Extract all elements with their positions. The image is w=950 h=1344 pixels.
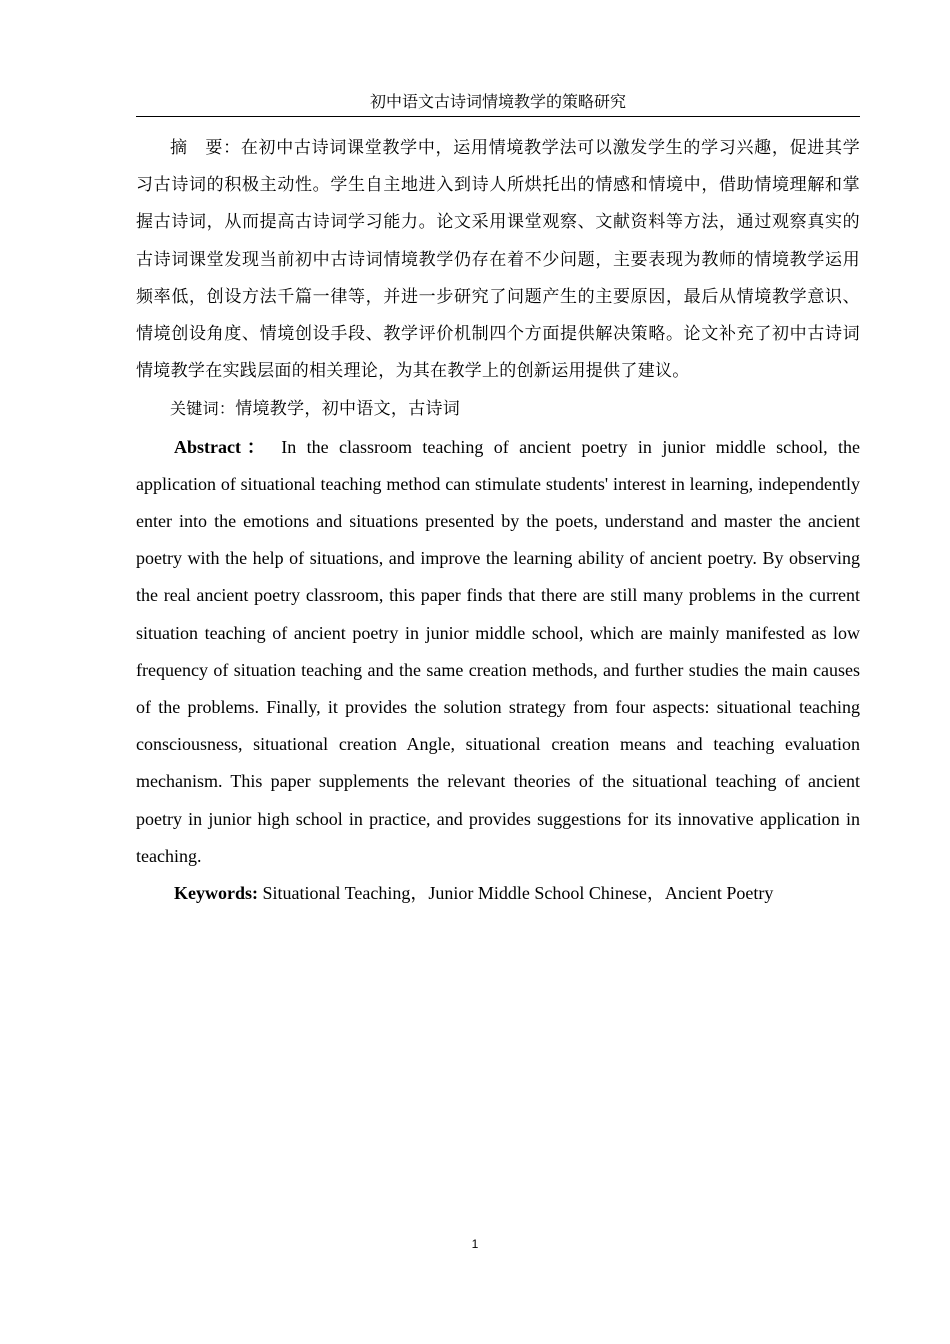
chinese-abstract-paragraph bbox=[136, 130, 860, 390]
chinese-abstract-text: 在初中古诗词课堂教学中，运用情境教学法可以激发学生的学习兴趣，促进其学习古诗词的积极主动性。学生自主地进入到诗人所烘托出的情感和情境中，借助情境理解和掌握古诗词，从而提高古诗词学习能力。论文采用课堂观察、文献资料等方法，通过观察真实的古诗词课堂发现当前初中古诗词情境教学仍存在着不少问题，主要表现为教师的情境教学运用频率低，创设方法千篇一律等，并进一步研究了问题产生的主要原因，最后从情境教学意识、情境创设角度、情境创设手段、教学评价机制四个方面提供解决策略。论文补充了初中古诗词情境教学在实践层面的相关理论，为其在教学上的创新运用提供了建议。 bbox=[136, 138, 860, 382]
english-abstract-label: Abstract： bbox=[174, 436, 271, 457]
chinese-abstract-label: 摘 要： bbox=[170, 138, 241, 158]
english-keywords-paragraph bbox=[136, 875, 860, 912]
abstract-section bbox=[136, 130, 860, 912]
running-header: 初中语文古诗词情境教学的策略研究 bbox=[136, 92, 860, 117]
english-abstract-paragraph bbox=[136, 429, 860, 875]
chinese-keywords-label: 关键词： bbox=[170, 399, 236, 419]
chinese-keywords-paragraph bbox=[136, 390, 860, 428]
english-keywords-text: Situational Teaching，Junior Middle School Chinese，Ancient Poetry bbox=[262, 883, 774, 904]
english-abstract-text: In the classroom teaching of ancient poetry in junior middle school, the application of situational teaching method can stimulate students' interest in learning, independently enter into the emotions and situations presented by the poets, understand and master the ancient poetry with the help of situations, and improve the learning ability of ancient poetry. By observing the real ancient poetry classroom, this paper finds that there are still many problems in the current situation teaching of ancient poetry in junior middle school, which are mainly manifested as low frequency of situation teaching and the same creation methods, and further studies the main causes of the problems. Finally, it provides the solution strategy from four aspects: situational teaching consciousness, situational creation Angle, situational creation means and teaching evaluation mechanism. This paper supplements the relevant theories of the situational teaching of ancient poetry in junior high school in practice, and provides suggestions for its innovative application in teaching. bbox=[136, 436, 860, 866]
page-number: 1 bbox=[471, 1237, 479, 1251]
chinese-keywords-text: 情境教学，初中语文，古诗词 bbox=[235, 399, 461, 420]
english-keywords-label: Keywords: bbox=[174, 883, 258, 904]
